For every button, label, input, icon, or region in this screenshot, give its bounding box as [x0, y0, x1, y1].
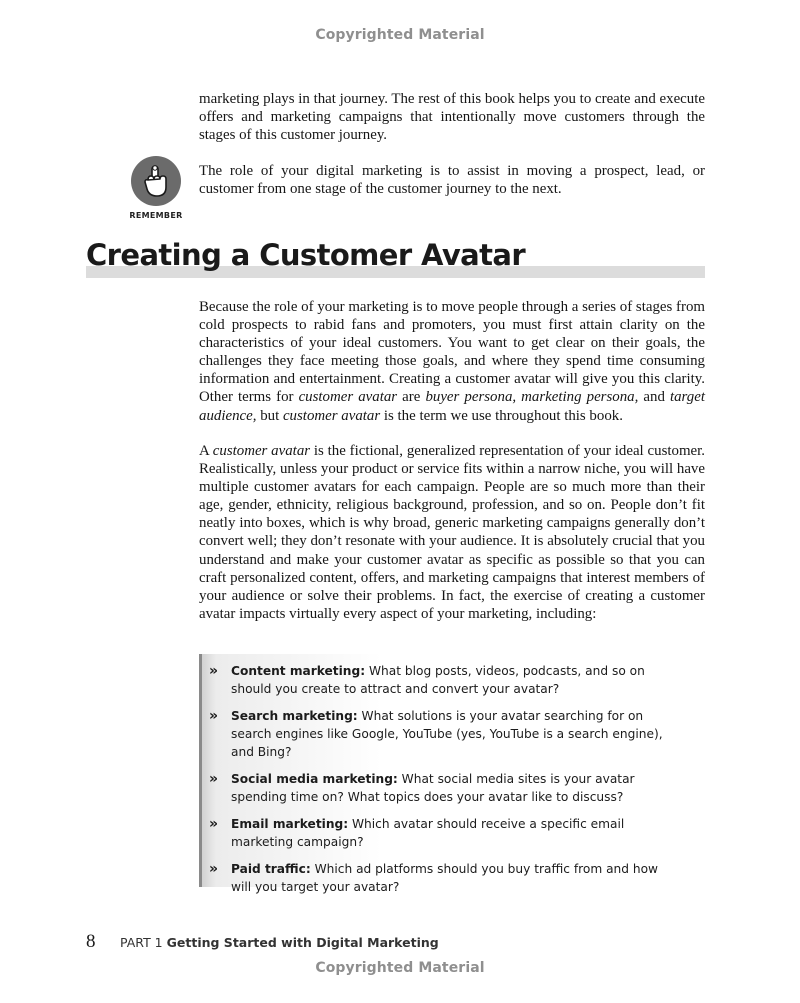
chevron-right-icon: »: [209, 816, 219, 832]
intro-paragraph: marketing plays in that journey. The rest of this book helps you to create and execute offers and marketing campaigns that intentionally move customers through the stages of this customer journey.: [199, 91, 705, 144]
remember-label: REMEMBER: [129, 211, 183, 220]
section-heading: Creating a Customer Avatar: [86, 238, 526, 272]
avatar-paragraph-1: Because the role of your marketing is to move people through a series of stages from cold prospects to rabid fans and promoters, you must first attain clarity on the characteristics of your ideal customers. You want to get clear on their goals, the challenges they face meeting those goals, and where they spend time consuming information and entertainment. Creating a customer avatar will give you this clarity. Other terms for customer avatar are buyer persona, marketing persona, and target audience, but customer avatar is the term we use throughout this book.: [199, 299, 705, 424]
page-number: 8: [86, 931, 96, 952]
chevron-right-icon: »: [209, 861, 219, 877]
list-item: » Social media marketing: What social media sites is your avatar spending time on? What topics does your avatar like to discuss?: [209, 771, 635, 804]
part-label: PART 1: [120, 935, 163, 950]
list-item: » Content marketing: What blog posts, videos, podcasts, and so on should you create to attract and convert your avatar?: [209, 663, 645, 696]
remember-paragraph: The role of your digital marketing is to assist in moving a prospect, lead, or customer from one stage of the customer journey to the next.: [199, 163, 705, 198]
chevron-right-icon: »: [209, 771, 219, 787]
part-title: Getting Started with Digital Marketing: [166, 935, 439, 950]
list-item: » Search marketing: What solutions is your avatar searching for on search engines like Google, YouTube (yes, YouTube is a search engine), and Bing?: [209, 708, 663, 759]
watermark-bottom: Copyrighted Material: [315, 960, 485, 976]
list-item: » Email marketing: Which avatar should receive a specific email marketing campaign?: [209, 816, 625, 849]
running-footer: [120, 935, 439, 950]
list-item: » Paid traffic: Which ad platforms should you buy traffic from and how will you target your avatar?: [209, 861, 659, 894]
raised-finger-hand-icon: [131, 156, 181, 206]
watermark-top: Copyrighted Material: [315, 27, 485, 43]
marketing-bullet-list: [202, 662, 681, 905]
marketing-bullet-list-box: [199, 654, 705, 894]
chevron-right-icon: »: [209, 708, 219, 724]
chevron-right-icon: »: [209, 663, 219, 679]
avatar-paragraph-2: A customer avatar is the fictional, generalized representation of your ideal customer. Realistically, unless your product or service fits within a narrow niche, you will have multiple customer avatars for each campaign. People are so much more than their age, gender, ethnicity, religious background, profession, and so on. People don’t fit neatly into boxes, which is why broad, generic marketing campaigns generally don’t convert well; they don’t resonate with your audience. It is absolutely crucial that you understand and make your customer avatar as specific as possible so that you can craft personalized content, offers, and marketing campaigns that interest members of your audience or solve their problems. In fact, the exercise of creating a customer avatar impacts virtually every aspect of your marketing, including:: [199, 443, 705, 622]
